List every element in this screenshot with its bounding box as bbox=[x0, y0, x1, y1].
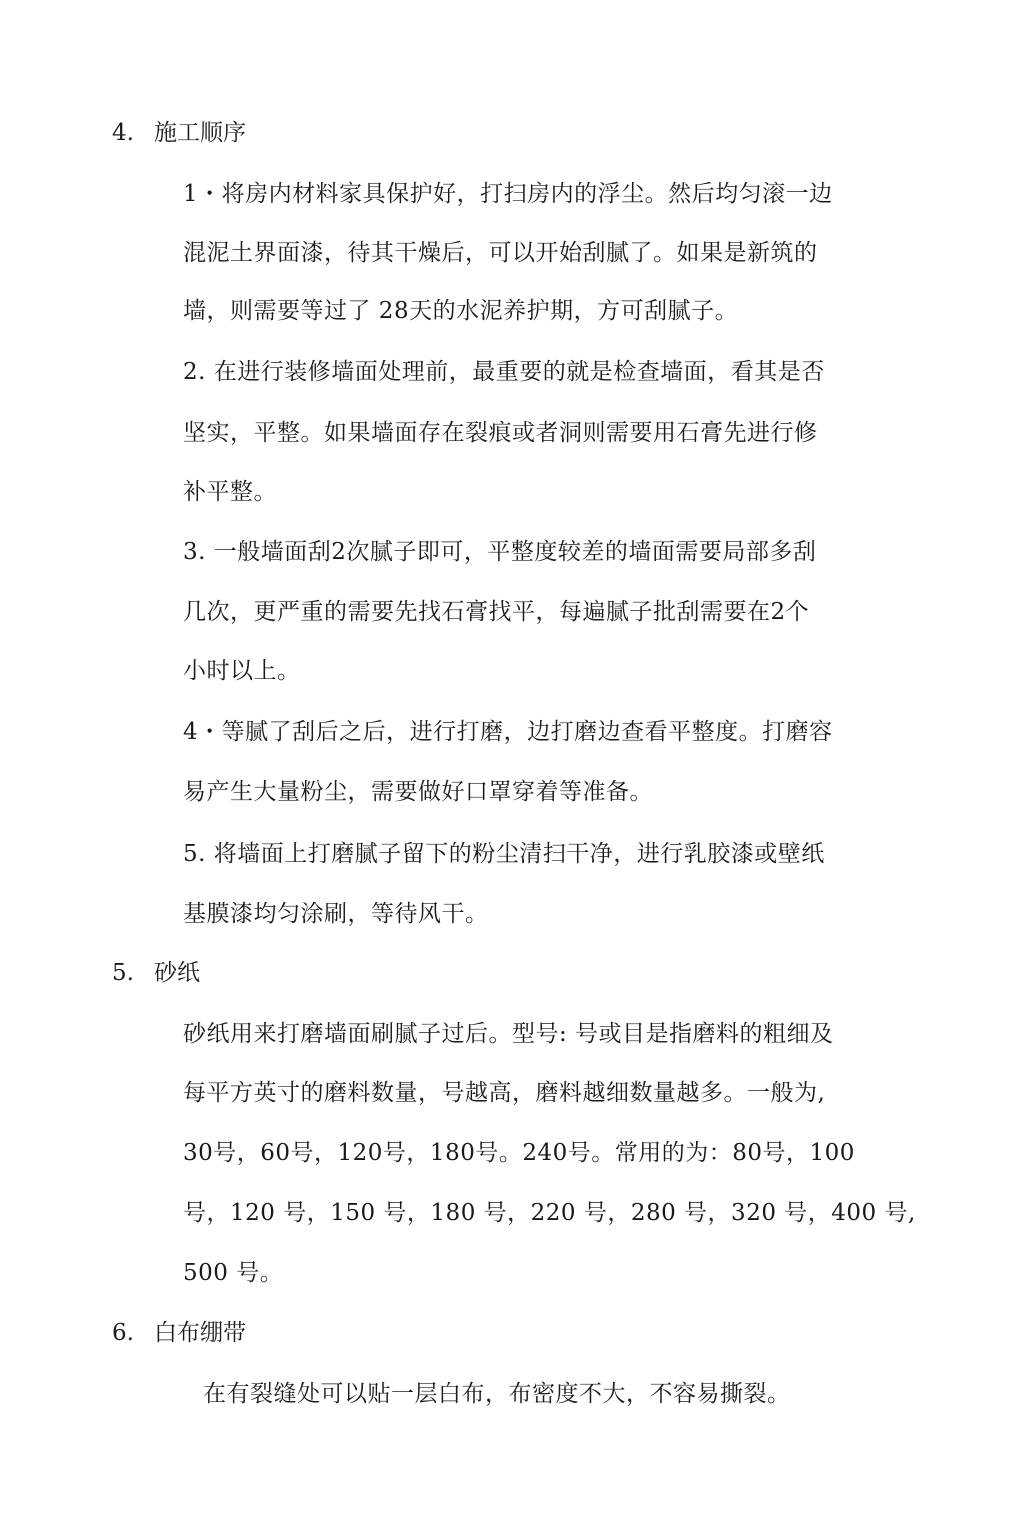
section-5-number: 5. bbox=[112, 960, 134, 986]
section-6-heading bbox=[112, 1318, 246, 1348]
section-4-line-2: 混泥土界面漆，待其干燥后，可以开始刮腻了。如果是新筑的 bbox=[183, 240, 818, 266]
section-5-heading bbox=[112, 958, 200, 988]
section-5-line-3: 30号，60号，120号，180号。240号。常用的为：80号，100 bbox=[183, 1140, 855, 1166]
section-4-line-8: 几次，更严重的需要先找石膏找平，每遍腻子批刮需要在2个 bbox=[183, 599, 810, 625]
section-5-line-4: 号，120 号，150 号，180 号，220 号，280 号，320 号，400 号, bbox=[183, 1200, 916, 1226]
section-6-line-1: 在有裂缝处可以贴一层白布，布密度不大，不容易撕裂。 bbox=[203, 1381, 791, 1407]
section-5-line-1: 砂纸用来打磨墙面刷腻子过后。型号: 号或目是指磨料的粗细及 bbox=[183, 1021, 834, 1047]
section-4-line-1: 1・将房内材料家具保护好，打扫房内的浮尘。然后均匀滚一边 bbox=[183, 181, 833, 207]
section-4-line-13: 基膜漆均匀涂刷，等待风干。 bbox=[183, 901, 489, 927]
section-4-title: 施工顺序 bbox=[154, 120, 246, 146]
section-4-line-4: 2. 在进行装修墙面处理前，最重要的就是检查墙面，看其是否 bbox=[183, 359, 825, 385]
section-4-heading bbox=[112, 118, 246, 148]
section-5-line-5: 500 号。 bbox=[183, 1260, 284, 1286]
section-4-line-6: 补平整。 bbox=[183, 479, 277, 505]
section-6-title: 白布绷带 bbox=[154, 1320, 246, 1346]
section-4-line-9: 小时以上。 bbox=[183, 658, 301, 684]
section-4-line-11: 易产生大量粉尘，需要做好口罩穿着等准备。 bbox=[183, 779, 653, 805]
section-5-line-2: 每平方英寸的磨料数量，号越高，磨料越细数量越多。一般为, bbox=[183, 1080, 826, 1106]
section-4-line-12: 5. 将墙面上打磨腻子留下的粉尘清扫干净，进行乳胶漆或壁纸 bbox=[183, 841, 825, 867]
section-4-number: 4. bbox=[112, 120, 134, 146]
section-4-line-3: 墙，则需要等过了 28天的水泥养护期，方可刮腻子。 bbox=[183, 298, 739, 324]
section-5-title: 砂纸 bbox=[154, 960, 200, 986]
section-6-number: 6. bbox=[112, 1320, 134, 1346]
section-4-line-5: 坚实，平整。如果墙面存在裂痕或者洞则需要用石膏先进行修 bbox=[183, 420, 818, 446]
section-4-line-7: 3. 一般墙面刮2次腻子即可，平整度较差的墙面需要局部多刮 bbox=[183, 539, 817, 565]
section-4-line-10: 4・等腻了刮后之后，进行打磨，边打磨边查看平整度。打磨容 bbox=[183, 719, 833, 745]
